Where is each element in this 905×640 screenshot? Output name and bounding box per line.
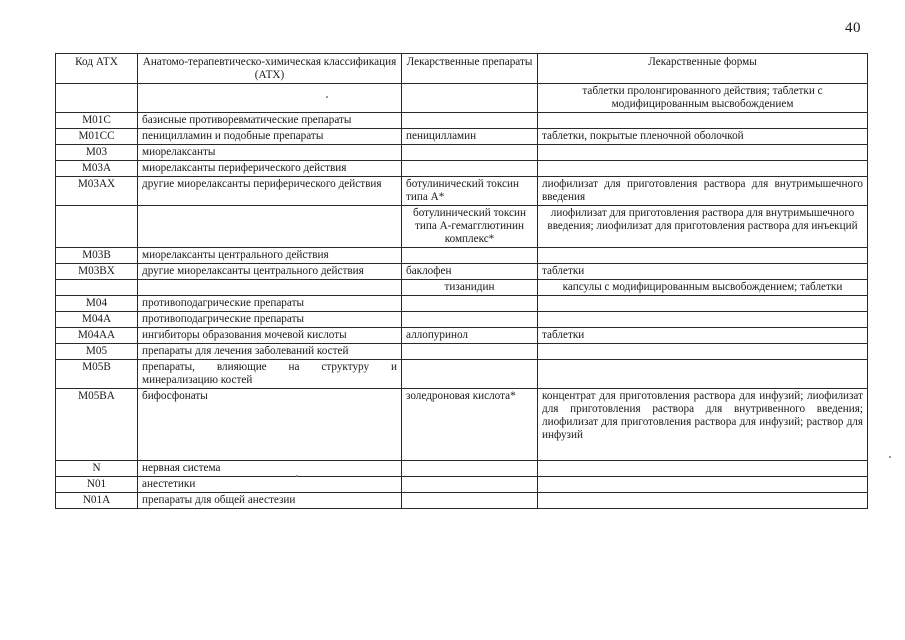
classification: ингибиторы образования мочевой кислоты bbox=[138, 328, 402, 344]
drug-name bbox=[402, 493, 538, 509]
classification: другие миорелаксанты периферического действия bbox=[138, 177, 402, 206]
classification: противоподагрические препараты bbox=[138, 312, 402, 328]
drug-name bbox=[402, 461, 538, 477]
table-row bbox=[56, 145, 868, 161]
dosage-forms: капсулы с модифицированным высвобождением; таблетки bbox=[538, 280, 868, 296]
drug-name bbox=[402, 296, 538, 312]
classification: препараты для общей анестезии bbox=[138, 493, 402, 509]
page-number: 40 bbox=[845, 20, 861, 36]
classification: препараты, влияющие на структуру и минерализацию костей bbox=[138, 360, 402, 389]
table-row bbox=[56, 84, 868, 113]
table-row bbox=[56, 328, 868, 344]
drug-name bbox=[402, 477, 538, 493]
dosage-forms: таблетки, покрытые пленочной оболочкой bbox=[538, 129, 868, 145]
atc-code: M01C bbox=[56, 113, 138, 129]
table-row bbox=[56, 248, 868, 264]
atc-code: M05B bbox=[56, 360, 138, 389]
dosage-forms bbox=[538, 477, 868, 493]
dosage-forms: лиофилизат для приготовления раствора для внутримышечного введения bbox=[538, 177, 868, 206]
table-row bbox=[56, 493, 868, 509]
atc-code: M03A bbox=[56, 161, 138, 177]
classification: другие миорелаксанты центрального действия bbox=[138, 264, 402, 280]
dosage-forms bbox=[538, 344, 868, 360]
drug-name: аллопуринол bbox=[402, 328, 538, 344]
classification: миорелаксанты периферического действия bbox=[138, 161, 402, 177]
table-row bbox=[56, 177, 868, 206]
atc-code: N01 bbox=[56, 477, 138, 493]
dosage-forms bbox=[538, 145, 868, 161]
dosage-forms bbox=[538, 312, 868, 328]
dosage-forms: лиофилизат для приготовления раствора для внутримышечного введения; лиофилизат для приготовления раствора для инъекций bbox=[538, 206, 868, 248]
drug-name: тизанидин bbox=[402, 280, 538, 296]
drug-name: баклофен bbox=[402, 264, 538, 280]
drug-name bbox=[402, 360, 538, 389]
table-row bbox=[56, 129, 868, 145]
classification: анестетики bbox=[138, 477, 402, 493]
atc-code: M01CC bbox=[56, 129, 138, 145]
classification: пеницилламин и подобные препараты bbox=[138, 129, 402, 145]
classification bbox=[138, 206, 402, 248]
atc-code: M04 bbox=[56, 296, 138, 312]
atc-code: N bbox=[56, 461, 138, 477]
classification: бифосфонаты bbox=[138, 389, 402, 461]
dosage-forms: таблетки bbox=[538, 328, 868, 344]
dosage-forms bbox=[538, 360, 868, 389]
drug-name: ботулинический токсин типа А-гемагглютинин комплекс* bbox=[402, 206, 538, 248]
drug-name bbox=[402, 161, 538, 177]
table-row bbox=[56, 264, 868, 280]
drug-name bbox=[402, 145, 538, 161]
dosage-forms: таблетки пролонгированного действия; таблетки с модифицированным высвобождением bbox=[538, 84, 868, 113]
header-forms: Лекарственные формы bbox=[538, 54, 868, 84]
classification: миорелаксанты bbox=[138, 145, 402, 161]
dosage-forms: таблетки bbox=[538, 264, 868, 280]
header-drugs: Лекарственные препараты bbox=[402, 54, 538, 84]
atc-code bbox=[56, 280, 138, 296]
atc-code: N01A bbox=[56, 493, 138, 509]
atc-code: M05BA bbox=[56, 389, 138, 461]
classification: базисные противоревматические препараты bbox=[138, 113, 402, 129]
drug-name: ботулинический токсин типа А* bbox=[402, 177, 538, 206]
drug-name bbox=[402, 113, 538, 129]
header-code: Код АТХ bbox=[56, 54, 138, 84]
table-row bbox=[56, 360, 868, 389]
scan-speck bbox=[296, 475, 298, 477]
atc-code: M05 bbox=[56, 344, 138, 360]
drug-name bbox=[402, 344, 538, 360]
table-row bbox=[56, 312, 868, 328]
dosage-forms bbox=[538, 493, 868, 509]
atc-code: M03BX bbox=[56, 264, 138, 280]
drug-name: золедроновая кислота* bbox=[402, 389, 538, 461]
classification bbox=[138, 84, 402, 113]
table-row bbox=[56, 206, 868, 248]
table-row bbox=[56, 296, 868, 312]
dosage-forms bbox=[538, 461, 868, 477]
atc-code: M04A bbox=[56, 312, 138, 328]
drug-name bbox=[402, 84, 538, 113]
table-row bbox=[56, 113, 868, 129]
atc-code: M04AA bbox=[56, 328, 138, 344]
classification: миорелаксанты центрального действия bbox=[138, 248, 402, 264]
header-classification: Анатомо-терапевтическо-химическая классификация (АТХ) bbox=[138, 54, 402, 84]
dosage-forms bbox=[538, 161, 868, 177]
classification: противоподагрические препараты bbox=[138, 296, 402, 312]
drug-name: пеницилламин bbox=[402, 129, 538, 145]
classification: препараты для лечения заболеваний костей bbox=[138, 344, 402, 360]
classification: нервная система bbox=[138, 461, 402, 477]
drug-name bbox=[402, 312, 538, 328]
atc-code: M03 bbox=[56, 145, 138, 161]
classification bbox=[138, 280, 402, 296]
drug-name bbox=[402, 248, 538, 264]
scan-speck bbox=[326, 96, 328, 98]
atc-code bbox=[56, 206, 138, 248]
table-row bbox=[56, 389, 868, 461]
dosage-forms: концентрат для приготовления раствора для инфузий; лиофилизат для приготовления раствора для внутривенного введения; лиофилизат для приготовления раствора для инфузий; раствор для инфузий bbox=[538, 389, 868, 461]
atc-code bbox=[56, 84, 138, 113]
scan-speck bbox=[889, 456, 891, 458]
dosage-forms bbox=[538, 113, 868, 129]
table-header-row bbox=[56, 54, 868, 84]
dosage-forms bbox=[538, 296, 868, 312]
atc-table bbox=[55, 53, 868, 509]
table-row bbox=[56, 461, 868, 477]
atc-code: M03B bbox=[56, 248, 138, 264]
table-row bbox=[56, 280, 868, 296]
dosage-forms bbox=[538, 248, 868, 264]
table-row bbox=[56, 161, 868, 177]
table-row bbox=[56, 477, 868, 493]
atc-code: M03AX bbox=[56, 177, 138, 206]
table-row bbox=[56, 344, 868, 360]
